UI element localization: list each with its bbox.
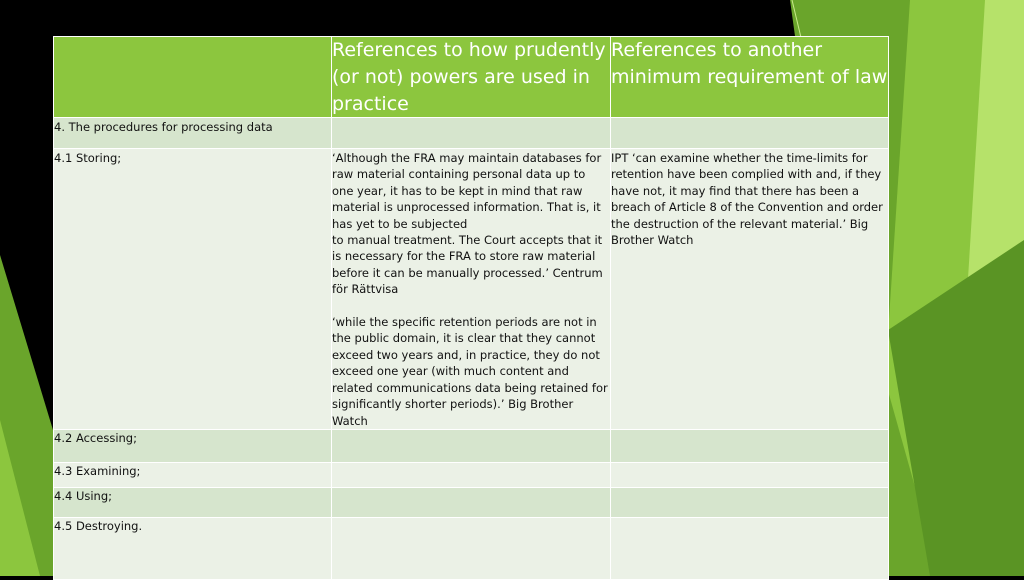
table-cell bbox=[332, 487, 611, 517]
table-cell bbox=[611, 118, 889, 149]
table-row bbox=[54, 118, 889, 149]
quote-cell-minimum-requirement: IPT ‘can examine whether the time-limits for retention have been complied with and, if they have not, it may find that there has been a breach of Article 8 of the Convention and order the destruction of the relevant material.’ Big Brother Watch bbox=[611, 149, 889, 430]
table-row bbox=[54, 517, 889, 579]
header-cell-empty bbox=[54, 37, 332, 118]
table-cell bbox=[611, 462, 889, 487]
row-label-cell: 4.3 Examining; bbox=[54, 462, 332, 487]
table-cell bbox=[611, 487, 889, 517]
table-row bbox=[54, 149, 889, 430]
row-label-cell: 4. The procedures for processing data bbox=[54, 118, 332, 149]
table-cell bbox=[611, 517, 889, 579]
table-cell bbox=[611, 429, 889, 462]
header-cell-practice: References to how prudently (or not) powers are used in practice bbox=[332, 37, 611, 118]
row-label-cell: 4.1 Storing; bbox=[54, 149, 332, 430]
header-cell-minimum-requirement: References to another minimum requirement of law bbox=[611, 37, 889, 118]
quote-cell-practice: ‘Although the FRA may maintain databases for raw material containing personal data up to one year, it has to be kept in mind that raw material is unprocessed information. That is, it has yet to be subjected to manual treatment. The Court accepts that it is necessary for the FRA to store raw material before it can be manually processed.’ Centrum för Rättvisa ‘while the specific retention periods are not in the public domain, it is clear that they cannot exceed two years and, in practice, they do not exceed one year (with much content and related communications data being retained for significantly shorter periods).’ Big Brother Watch bbox=[332, 149, 611, 430]
table-cell bbox=[332, 517, 611, 579]
data-processing-table bbox=[53, 36, 889, 580]
table-cell bbox=[332, 118, 611, 149]
row-label-cell: 4.5 Destroying. bbox=[54, 517, 332, 579]
table-row bbox=[54, 487, 889, 517]
table-row bbox=[54, 462, 889, 487]
table-cell bbox=[332, 462, 611, 487]
row-label-cell: 4.2 Accessing; bbox=[54, 429, 332, 462]
table-row bbox=[54, 429, 889, 462]
row-label-cell: 4.4 Using; bbox=[54, 487, 332, 517]
table-cell bbox=[332, 429, 611, 462]
table-header-row bbox=[54, 37, 889, 118]
